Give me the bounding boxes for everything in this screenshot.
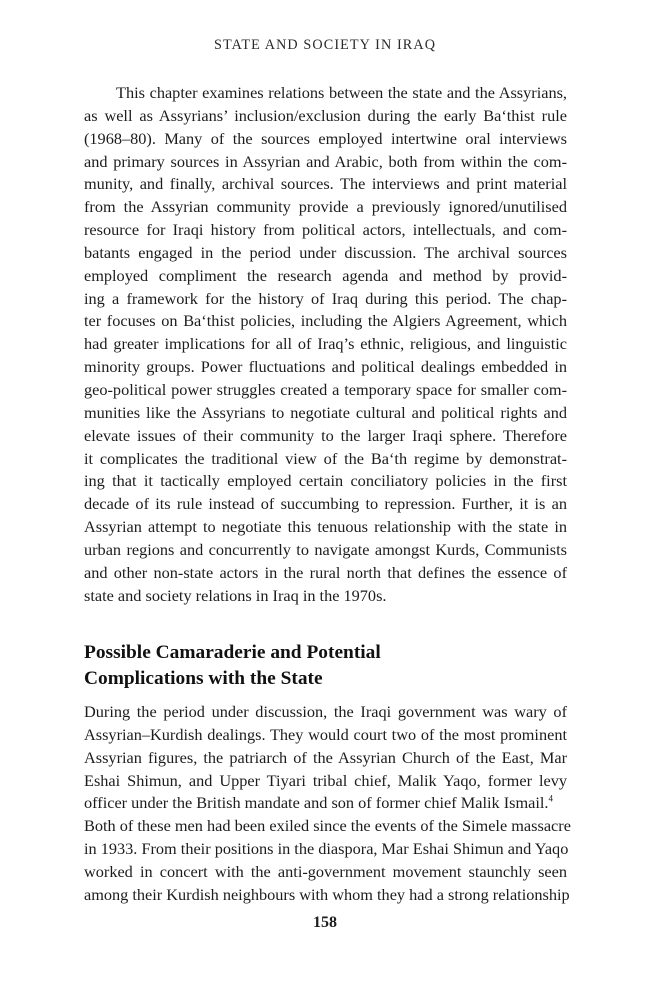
text-line: (1968–80). Many of the sources employed intertwine oral interviews bbox=[84, 128, 567, 148]
text-line: Assyrian figures, the patriarch of the Assyrian Church of the East, Mar bbox=[84, 747, 567, 767]
text-line: Eshai Shimun, and Upper Tiyari tribal chief, Malik Yaqo, former levy bbox=[84, 770, 567, 790]
text-line: ter focuses on Ba‘thist policies, including the Algiers Agreement, which bbox=[84, 311, 567, 331]
text-line-content: officer under the British mandate and son of former chief Malik Ismail. bbox=[84, 793, 549, 813]
text-line: munity, and finally, archival sources. The interviews and print material bbox=[84, 174, 567, 194]
section-heading-line: Possible Camaraderie and Potential bbox=[84, 642, 381, 663]
text-line: among their Kurdish neighbours with whom they had a strong relationship bbox=[84, 884, 570, 904]
text-line: from the Assyrian community provide a previously ignored/unutilised bbox=[84, 197, 567, 217]
text-line: Assyrian–Kurdish dealings. They would court two of the most prominent bbox=[84, 724, 567, 744]
text-line: minority groups. Power fluctuations and political dealings embedded in bbox=[84, 357, 567, 377]
text-line: geo-political power struggles created a temporary space for smaller com- bbox=[84, 379, 567, 399]
text-line: batants engaged in the period under discussion. The archival sources bbox=[84, 242, 567, 262]
text-line: had greater implications for all of Iraq’s ethnic, religious, and linguistic bbox=[84, 334, 567, 354]
text-line bbox=[84, 792, 567, 815]
text-line: as well as Assyrians’ inclusion/exclusion during the early Ba‘thist rule bbox=[84, 105, 567, 125]
text-line: resource for Iraqi history from political actors, intellectuals, and com- bbox=[84, 220, 567, 240]
text-line: state and society relations in Iraq in the 1970s. bbox=[84, 585, 387, 605]
text-line: it complicates the traditional view of the Ba‘th regime by demonstrat- bbox=[84, 448, 567, 468]
text-line: During the period under discussion, the Iraqi government was wary of bbox=[84, 702, 567, 721]
section-heading-line: Complications with the State bbox=[84, 667, 323, 689]
section-heading bbox=[84, 640, 567, 691]
running-head: STATE AND SOCIETY IN IRAQ bbox=[213, 37, 437, 53]
text-line: ing that it tactically employed certain conciliatory policies in the first bbox=[84, 471, 567, 491]
body-paragraph bbox=[84, 82, 567, 607]
text-line: elevate issues of their community to the larger Iraqi sphere. Therefore bbox=[84, 425, 567, 445]
text-line: and other non-state actors in the rural north that defines the essence of bbox=[84, 562, 567, 582]
text-line: decade of its rule instead of succumbing to repression. Further, it is an bbox=[84, 494, 567, 514]
text-line: in 1933. From their positions in the diaspora, Mar Eshai Shimun and Yaqo bbox=[84, 839, 569, 859]
text-line: Both of these men had been exiled since the events of the Simele massacre bbox=[84, 816, 571, 836]
text-line: employed compliment the research agenda and method by provid- bbox=[84, 265, 567, 285]
footnote-marker[interactable]: 4 bbox=[548, 793, 553, 804]
text-line: Assyrian attempt to negotiate this tenuous relationship with the state in bbox=[84, 517, 567, 537]
page-number: 158 bbox=[313, 914, 337, 931]
text-line: urban regions and concurrently to navigate amongst Kurds, Communists bbox=[84, 539, 567, 559]
body-paragraph bbox=[84, 701, 571, 907]
text-line: worked in concert with the anti-government movement staunchly seen bbox=[84, 861, 567, 881]
text-line: and primary sources in Assyrian and Arabic, both from within the com- bbox=[84, 151, 567, 171]
text-line: munities like the Assyrians to negotiate cultural and political rights and bbox=[84, 402, 567, 422]
text-line: ing a framework for the history of Iraq during this period. The chap- bbox=[84, 288, 567, 308]
text-line: This chapter examines relations between the state and the Assyrians, bbox=[116, 83, 567, 102]
